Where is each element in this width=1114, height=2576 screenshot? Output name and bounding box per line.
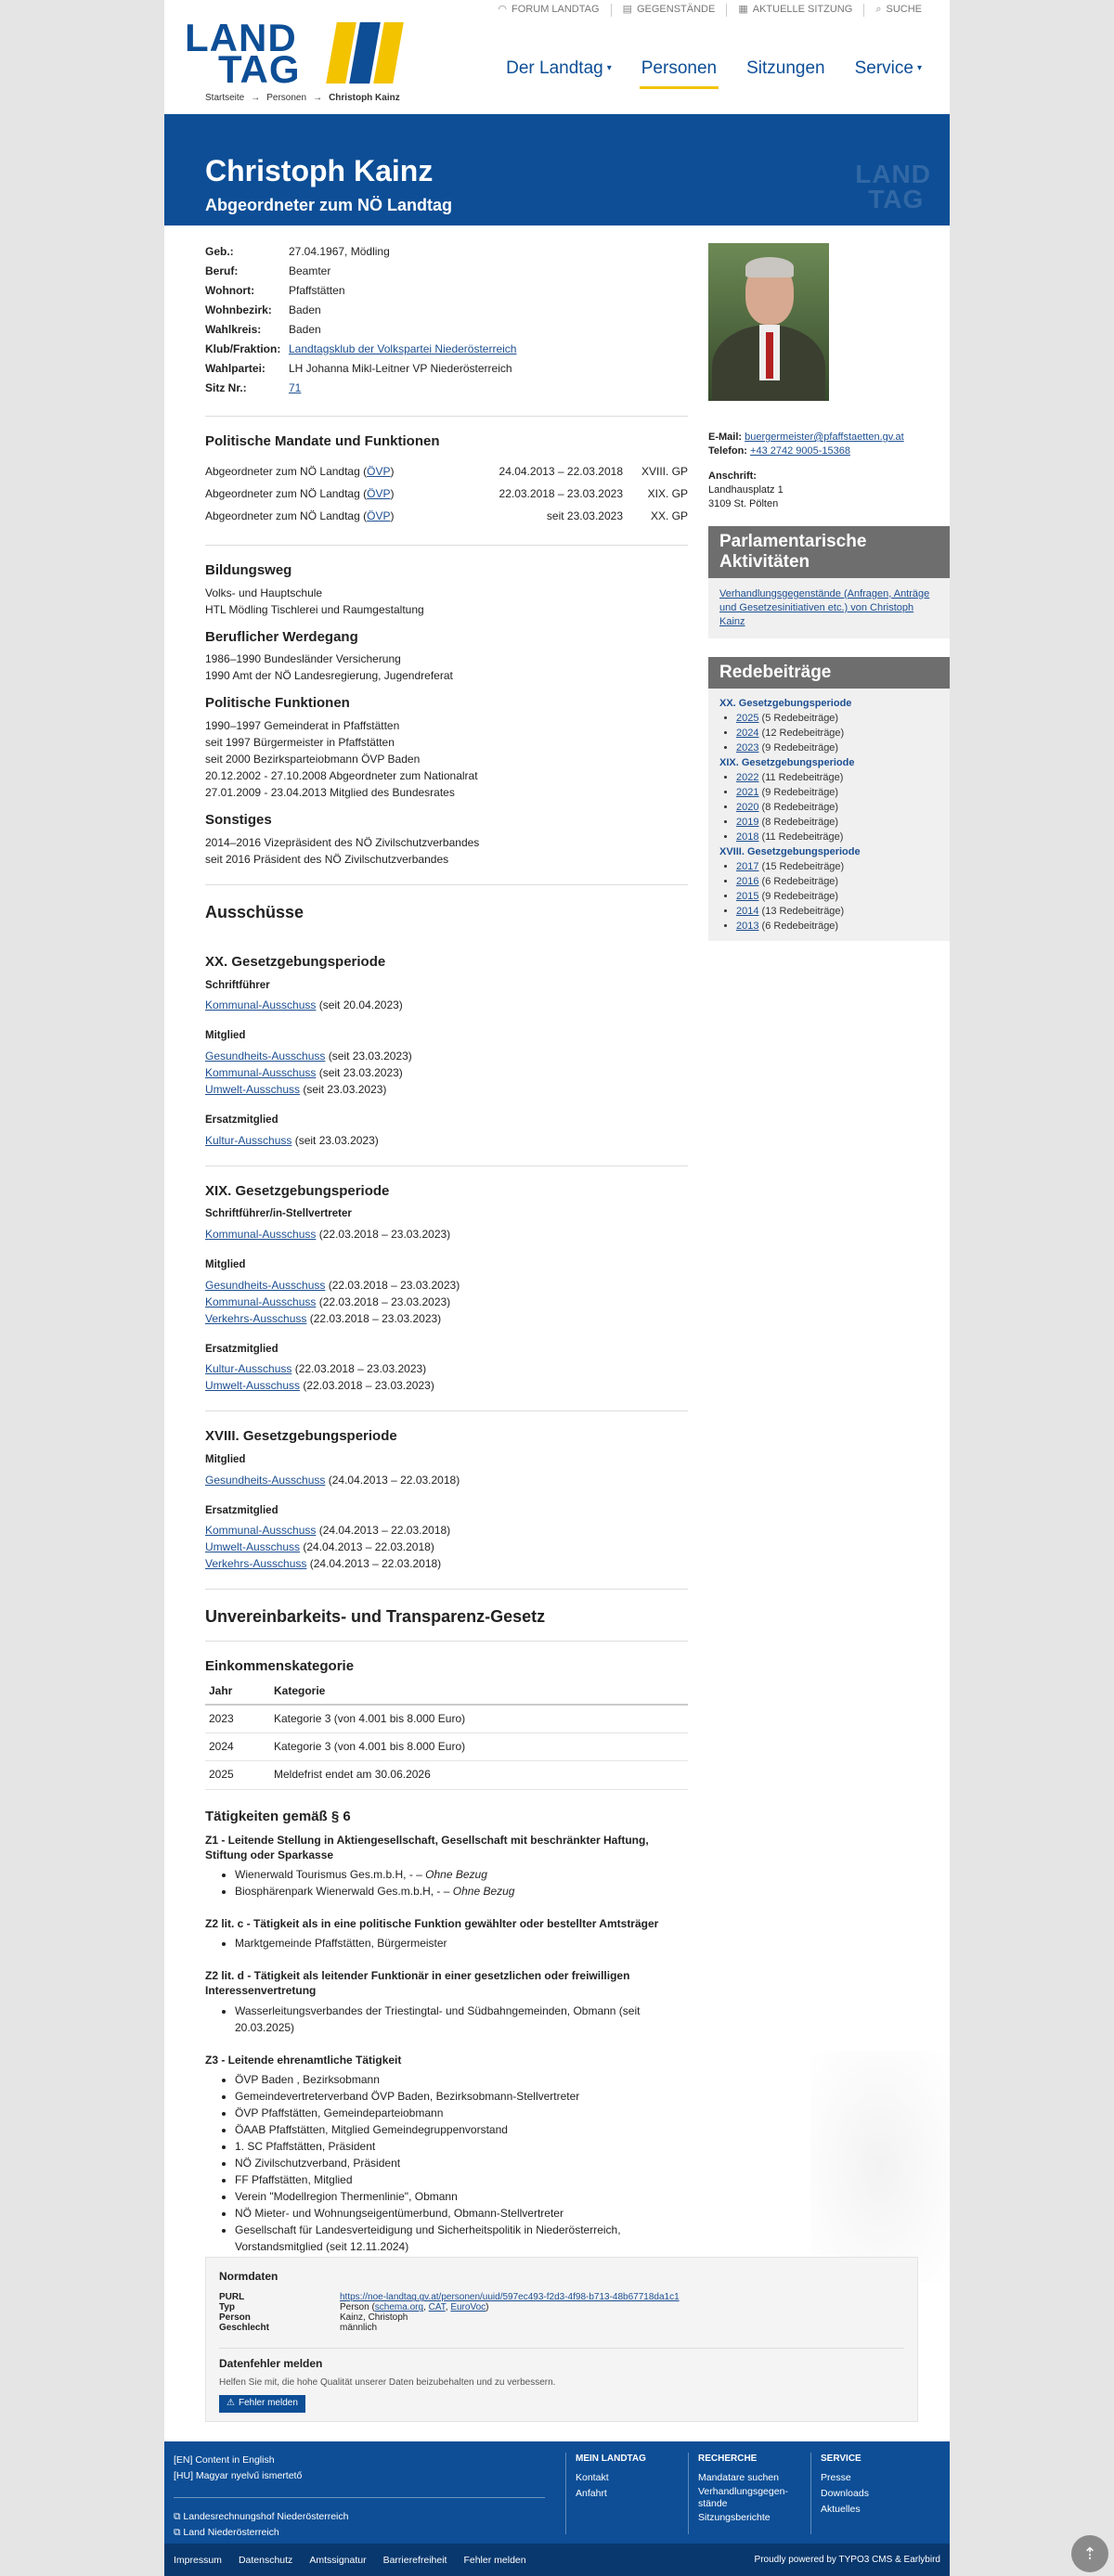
speech-year-link[interactable]: 2024 <box>736 727 759 739</box>
speech-year-item: • 2023 (9 Redebeiträge) <box>736 741 939 755</box>
search-label: SUCHE <box>886 4 922 16</box>
divider <box>205 1410 688 1411</box>
calendar-icon: ▦ <box>738 4 748 16</box>
cat-link[interactable]: CAT <box>428 2302 446 2313</box>
speech-year-item: • 2017 (15 Redebeiträge) <box>736 859 939 874</box>
impressum-link[interactable]: Impressum <box>174 2555 222 2566</box>
barrierefreiheit-link[interactable]: Barrierefreiheit <box>382 2555 447 2566</box>
committee-link[interactable]: Gesundheits-Ausschuss <box>205 1278 326 1292</box>
committee-link[interactable]: Verkehrs-Ausschuss <box>205 1557 307 1571</box>
committee-period: XIX. Gesetzgebungsperiode Schriftführer/in-Stellvertreter Kommunal-Ausschuss (22.03.2018 – 23.03.2023) Mitglied Gesundheits-Ausschuss (22.03.2018 – 23.03.2023) Kommunal-Ausschuss (22.03.2018 – 23.03.2023) Verkehrs-Ausschuss (22.03.2018 – 23.03.2023) Ersatzmitglied Kultur-Ausschuss (22.03.2018 – 23.03.2023) Umwelt-Ausschuss (22.03.2018 – 23.03.2023) <box>205 1182 460 1393</box>
report-error-button[interactable]: ⚠ Fehler melden <box>219 2395 305 2413</box>
list-item: • Verein "Modellregion Thermenlinie", Obmann <box>235 2188 688 2205</box>
mandate-row: Abgeordneter zum NÖ Landtag (ÖVP) 24.04.2013 – 22.03.2018 XVIII. GP <box>205 465 688 479</box>
scroll-to-top-button[interactable] <box>1071 2535 1108 2572</box>
nav-personen[interactable] <box>627 54 732 84</box>
list-item: • Gesellschaft für Landesverteidigung und Sicherheitspolitik in Niederösterreich, Vorstandsmitglied (seit 12.11.2024) <box>235 2222 688 2255</box>
speech-year-item: • 2022 (11 Redebeiträge) <box>736 770 939 785</box>
nav-service[interactable] <box>840 54 937 84</box>
info-row: Beruf: Beamter <box>205 264 331 277</box>
arrow-right-icon: → <box>251 93 261 103</box>
table-row: 2025 Meldefrist endet am 30.06.2026 <box>205 1761 688 1789</box>
party-link[interactable]: ÖVP <box>367 465 391 479</box>
search-link[interactable] <box>863 4 933 17</box>
coat-of-arms-watermark <box>810 2051 950 2283</box>
speech-year-item: • 2015 (9 Redebeiträge) <box>736 889 939 904</box>
phone-link[interactable]: +43 2742 9005-15368 <box>750 445 850 457</box>
committee-link[interactable]: Kommunal-Ausschuss <box>205 1228 317 1242</box>
breadcrumb-personen[interactable]: Personen <box>266 93 307 103</box>
normdaten-box <box>205 2257 918 2422</box>
speech-year-link[interactable]: 2013 <box>736 920 759 932</box>
sub-footer <box>164 2544 950 2576</box>
speech-year-item: • 2016 (6 Redebeiträge) <box>736 874 939 889</box>
info-row: Geb.: 27.04.1967, Mödling <box>205 245 390 258</box>
footer-link[interactable]: Verhandlungsgegen-stände <box>698 2485 788 2509</box>
bildung-heading: Bildungsweg <box>205 561 292 578</box>
mandate-row: Abgeordneter zum NÖ Landtag (ÖVP) 22.03.2018 – 23.03.2023 XIX. GP <box>205 487 688 501</box>
list-item: • NÖ Mieter- und Wohnungseigentümerbund, Obmann-Stellvertreter <box>235 2205 688 2222</box>
nav-label: Service <box>854 58 913 79</box>
nav-label: Sitzungen <box>746 58 825 79</box>
committee-link[interactable]: Umwelt-Ausschuss <box>205 1540 301 1554</box>
utility-bar <box>486 0 933 20</box>
list-item: • ÖVP Pfaffstätten, Gemeindeparteiobmann <box>235 2105 688 2121</box>
purl-link[interactable]: https://noe-landtag.gv.at/personen/uuid/597ec493-f2d3-4f98-b713-48b67718da1c1 <box>340 2292 680 2303</box>
info-row: Wahlkreis: Baden <box>205 323 321 336</box>
speech-year-link[interactable]: 2020 <box>736 801 759 813</box>
committee-link[interactable]: Gesundheits-Ausschuss <box>205 1049 326 1063</box>
gegenstaende-label: GEGENSTÄNDE <box>636 4 716 16</box>
nav-label: Personen <box>641 58 718 79</box>
document-icon: ▤ <box>622 4 632 16</box>
breadcrumb <box>205 92 400 106</box>
list-item: • ÖAAB Pfaffstätten, Mitglied Gemeindegruppenvorstand <box>235 2121 688 2138</box>
footer-land-link[interactable]: ⧉ Land Niederösterreich <box>174 2527 279 2538</box>
footer-hu-link[interactable]: [HU] Magyar nyelvű ismertető <box>174 2470 303 2481</box>
external-link-icon: ⧉ <box>174 2527 181 2538</box>
activities-heading: Tätigkeiten gemäß § 6 <box>205 1808 351 1824</box>
speech-year-item: • 2024 (12 Redebeiträge) <box>736 726 939 741</box>
footer-col-recherche: RECHERCHE Mandatare suchen Verhandlungsgegen-stände Sitzungsberichte <box>688 2453 797 2534</box>
forum-label: FORUM LANDTAG <box>512 4 600 16</box>
speech-year-item: • 2013 (6 Redebeiträge) <box>736 919 939 934</box>
speech-year-item: • 2020 (8 Redebeiträge) <box>736 800 939 815</box>
footer-link[interactable]: Presse <box>821 2471 851 2483</box>
forum-link[interactable] <box>486 4 610 17</box>
speech-year-item: • 2018 (11 Redebeiträge) <box>736 830 939 844</box>
party-link[interactable]: ÖVP <box>367 509 391 523</box>
activities-box-heading: Parlamentarische Aktivitäten <box>708 526 950 578</box>
speeches-box: Redebeiträge XX. Gesetzgebungsperiode • 2025 (5 Redebeiträge) • 2024 (12 Redebeiträge) • 2023 (9 Redebeiträge) XIX. Gesetzgebungsperiode • 2022 (11 Redebeiträge) • 2021 (9 Redebeiträge) • 2020 (8 Redebeiträge) • 2019 (8 Redebeiträge) • 2018 (11 Redebeiträge) XVIII. Gesetzgebungsperiode • 2017 (15 Redebeiträge) • 2016 (6 Redebeiträge) • 2015 (9 Redebeiträge) • 2014 (13 Redebeiträge) • 2013 (6 Redebeiträge) <box>708 657 950 941</box>
committee-link[interactable]: Kommunal-Ausschuss <box>205 1524 317 1538</box>
caret-down-icon: ▾ <box>606 62 612 73</box>
committee-link[interactable]: Kultur-Ausschuss <box>205 1133 292 1147</box>
search-icon: ⌕ <box>875 4 882 16</box>
normdaten-heading: Normdaten <box>219 2270 278 2283</box>
arrow-up-icon: ⇡ <box>1082 2544 1097 2563</box>
footer-col-mein-landtag: MEIN LANDTAG Kontakt Anfahrt <box>565 2453 675 2534</box>
powered-by: Proudly powered by TYPO3 CMS & Earlybird <box>754 2555 940 2565</box>
contact-info: E-Mail: buergermeister@pfaffstaetten.gv.at Telefon: +43 2742 9005-15368 Anschrift: Landhausplatz 1 3109 St. Pölten <box>708 431 904 509</box>
logo-line2: TAG <box>218 47 301 91</box>
datenschutz-link[interactable]: Datenschutz <box>238 2555 293 2566</box>
divider <box>205 1589 688 1590</box>
list-item: • ÖVP Baden , Bezirksobmann <box>235 2071 688 2088</box>
divider <box>205 1641 688 1642</box>
person-info-table <box>205 243 549 399</box>
info-row: Klub/Fraktion: Landtagsklub der Volkspartei Niederösterreich <box>205 342 517 355</box>
committee-link[interactable]: Kultur-Ausschuss <box>205 1362 292 1376</box>
person-role: Abgeordneter zum NÖ Landtag <box>205 196 453 214</box>
footer-link[interactable]: Anfahrt <box>576 2487 607 2499</box>
table-row: 2023 Kategorie 3 (von 4.001 bis 8.000 Euro) <box>205 1705 688 1733</box>
sitzung-label: AKTUELLE SITZUNG <box>752 4 853 16</box>
email-link[interactable]: buergermeister@pfaffstaetten.gv.at <box>745 431 904 443</box>
schema-link[interactable]: schema.org <box>374 2302 424 2313</box>
speech-year-item: • 2019 (8 Redebeiträge) <box>736 815 939 830</box>
external-link-icon: ⧉ <box>174 2511 181 2522</box>
committee-link[interactable]: Kommunal-Ausschuss <box>205 1294 317 1308</box>
biography: Bildungsweg Volks- und Hauptschule HTL Mödling Tischlerei und Raumgestaltung Beruflicher Werdegang 1986–1990 Bundesländer Versicherung 1990 Amt der NÖ Landesregierung, Jugendreferat Politische Funktionen 1990–1997 Gemeinderat in Pfaffstätten seit 1997 Bürgermeister in Pfaffstätten seit 2000 Bezirksparteiobmann ÖVP Baden 20.12.2002 - 27.10.2008 Abgeordneter zum Nationalrat 27.01.2009 - 23.04.2013 Mitglied des Bundesrates Sonstiges 2014–2016 Vizepräsident des NÖ Zivilschutzverbandes seit 2016 Präsident des NÖ Zivilschutzverbandes <box>205 560 688 868</box>
logo-line1: LAND <box>185 16 297 59</box>
list-item: • FF Pfaffstätten, Mitglied <box>235 2171 688 2188</box>
info-row: Wohnort: Pfaffstätten <box>205 284 345 297</box>
mandate-row: Abgeordneter zum NÖ Landtag (ÖVP) seit 23.03.2023 XX. GP <box>205 509 688 523</box>
committees <box>205 900 688 1573</box>
footer-col-service: SERVICE Presse Downloads Aktuelles <box>810 2453 920 2534</box>
breadcrumb-home[interactable]: Startseite <box>205 93 245 103</box>
beruf-heading: Beruflicher Werdegang <box>205 628 358 645</box>
hero-banner <box>164 114 950 225</box>
klub-link[interactable]: Landtagsklub der Volkspartei Niederösterreich <box>289 342 517 355</box>
speech-year-link[interactable]: 2014 <box>736 905 759 917</box>
sidebar <box>708 243 950 941</box>
watermark-logo: LAND TAG <box>855 160 931 213</box>
info-row: Sitz Nr.: 71 <box>205 381 302 394</box>
speech-year-link[interactable]: 2021 <box>736 786 759 798</box>
committees-heading: Ausschüsse <box>205 902 304 921</box>
committee-link[interactable]: Kommunal-Ausschuss <box>205 1065 317 1079</box>
main-nav <box>491 54 937 84</box>
activities-link[interactable]: Verhandlungsgegenstände (Anfragen, Anträge und Gesetzesinitiativen etc.) von Christoph Kainz <box>719 587 930 627</box>
normdaten-table: PURL https://noe-landtag.gv.at/personen/uuid/597ec493-f2d3-4f98-b713-48b67718da1c1 Typ Person (schema.org, CAT, EuroVoc) Person Kainz, Christoph Geschlecht männlich <box>219 2292 680 2334</box>
divider <box>205 545 688 546</box>
error-report-text: Helfen Sie mit, die hohe Qualität unserer Daten beizubehalten und zu verbessern. <box>219 2376 556 2388</box>
speech-year-item: • 2014 (13 Redebeiträge) <box>736 904 939 919</box>
fehler-melden-link[interactable]: Fehler melden <box>463 2555 526 2566</box>
speech-year-link[interactable]: 2018 <box>736 831 759 843</box>
committee-period: XX. Gesetzgebungsperiode Schriftführer Kommunal-Ausschuss (seit 20.04.2023) Mitglied Gesundheits-Ausschuss (seit 23.03.2023) Kommunal-Ausschuss (seit 23.03.2023) Umwelt-Ausschuss (seit 23.03.2023) Ersatzmitglied Kultur-Ausschuss (seit 23.03.2023) <box>205 953 412 1147</box>
seat-link[interactable]: 71 <box>289 381 302 394</box>
divider <box>205 416 688 417</box>
caret-down-icon: ▾ <box>916 62 922 73</box>
speech-year-link[interactable]: 2019 <box>736 816 759 828</box>
nav-der-landtag[interactable] <box>491 54 627 84</box>
sonst-heading: Sonstiges <box>205 812 272 828</box>
activities-box <box>708 526 950 638</box>
footer-link[interactable]: Downloads <box>821 2487 869 2499</box>
nav-sitzungen[interactable] <box>732 54 840 84</box>
activities-list: Tätigkeiten gemäß § 6 Z1 - Leitende Stellung in Aktiengesellschaft, Gesellschaft mit beschränkter Haftung, Stiftung oder Sparkasse • Wienerwald Tourismus Ges.m.b.H, - – Ohne Bezug • Biosphärenpark Wienerwald Ges.m.b.H, - – Ohne Bezug Z2 lit. c - Tätigkeit als in eine politische Funktion gewählter oder bestellter Amtsträger • Marktgemeinde Pfaffstätten, Bürgermeister Z2 lit. d - Tätigkeit als leitender Funktionär in einer gesetzlichen oder freiwilligen Interessenvertretung • Wasserleitungsverbandes der Triestingtal- und Südbahngemeinden, Obmann (seit 20.03.2025) Z3 - Leitende ehrenamtliche Tätigkeit • ÖVP Baden , Bezirksobmann • Gemeindevertreterverband ÖVP Baden, Bezirksobmann-Stellvertreter • ÖVP Pfaffstätten, Gemeindeparteiobmann • ÖAAB Pfaffstätten, Mitglied Gemeindegruppenvorstand • 1. SC Pfaffstätten, Präsident • NÖ Zivilschutzverband, Präsident • FF Pfaffstätten, Mitglied • Verein "Modellregion Thermenlinie", Obmann • NÖ Mieter- und Wohnungseigentümerbund, Obmann-Stellvertreter • Gesellschaft für Landesverteidigung und Sicherheitspolitik in Niederösterreich, Vorstandsmitglied (seit 12.11.2024) <box>205 1807 688 2255</box>
list-item: • Gemeindevertreterverband ÖVP Baden, Bezirksobmann-Stellvertreter <box>235 2088 688 2105</box>
divider <box>205 884 688 885</box>
gegenstaende-link[interactable] <box>611 4 727 17</box>
sitzung-link[interactable] <box>726 4 863 17</box>
income-heading: Einkommenskategorie <box>205 1657 355 1674</box>
main-content <box>205 243 688 2255</box>
income-table: Jahr Kategorie 2023 Kategorie 3 (von 4.001 bis 8.000 Euro) 2024 Kategorie 3 (von 4.001 bis 8.000 Euro) 2025 Meldefrist endet am 30.06.2026 <box>205 1680 688 1790</box>
logo-flag-icon <box>326 22 404 84</box>
committee-link[interactable]: Verkehrs-Ausschuss <box>205 1311 307 1325</box>
landtag-logo[interactable] <box>185 16 403 91</box>
footer <box>164 2441 950 2544</box>
list-item: • NÖ Zivilschutzverband, Präsident <box>235 2155 688 2171</box>
mandates-heading: Politische Mandate und Funktionen <box>205 433 440 449</box>
speeches-box-heading: Redebeiträge <box>708 657 950 689</box>
transparency-section <box>205 1604 688 2254</box>
party-link[interactable]: ÖVP <box>367 487 391 501</box>
person-photo <box>708 243 829 401</box>
footer-link[interactable]: Sitzungsberichte <box>698 2511 771 2523</box>
list-item: • Biosphärenpark Wienerwald Ges.m.b.H, - – Ohne Bezug <box>235 1883 688 1900</box>
person-name: Christoph Kainz <box>205 154 434 187</box>
error-report-heading: Datenfehler melden <box>219 2348 904 2372</box>
committee-link[interactable]: Umwelt-Ausschuss <box>205 1379 301 1393</box>
nav-label: Der Landtag <box>506 58 603 79</box>
info-row: Wohnbezirk: Baden <box>205 303 321 316</box>
list-item: • Wienerwald Tourismus Ges.m.b.H, - – Ohne Bezug <box>235 1866 688 1883</box>
footer-link[interactable]: Aktuelles <box>821 2503 861 2515</box>
transparency-heading: Unvereinbarkeits- und Transparenz-Gesetz <box>205 1607 546 1627</box>
speech-year-link[interactable]: 2016 <box>736 875 759 887</box>
committee-link[interactable]: Umwelt-Ausschuss <box>205 1082 301 1096</box>
footer-en-link[interactable]: [EN] Content in English <box>174 2454 275 2466</box>
page <box>164 0 950 2576</box>
committee-period: XVIII. Gesetzgebungsperiode Mitglied Gesundheits-Ausschuss (24.04.2013 – 22.03.2018) Ersatzmitglied Kommunal-Ausschuss (24.04.2013 – 22.03.2018) Umwelt-Ausschuss (24.04.2013 – 22.03.2018) Verkehrs-Ausschuss (24.04.2013 – 22.03.2018) <box>205 1428 460 1571</box>
table-row: 2024 Kategorie 3 (von 4.001 bis 8.000 Euro) <box>205 1733 688 1761</box>
list-item: • Marktgemeinde Pfaffstätten, Bürgermeister <box>235 1935 688 1951</box>
speech-year-link[interactable]: 2022 <box>736 771 759 783</box>
breadcrumb-current: Christoph Kainz <box>329 93 400 103</box>
committee-link[interactable]: Kommunal-Ausschuss <box>205 998 317 1012</box>
speech-year-link[interactable]: 2015 <box>736 890 759 902</box>
polit-heading: Politische Funktionen <box>205 695 350 712</box>
list-item: • 1. SC Pfaffstätten, Präsident <box>235 2138 688 2155</box>
eurovoc-link[interactable]: EuroVoc <box>450 2302 486 2313</box>
warning-icon: ⚠ <box>227 2398 235 2409</box>
footer-lrh-link[interactable]: ⧉ Landesrechnungshof Niederösterreich <box>174 2511 349 2522</box>
info-row: Wahlpartei: LH Johanna Mikl-Leitner VP Niederösterreich <box>205 362 512 375</box>
list-item: • Wasserleitungsverbandes der Triestingtal- und Südbahngemeinden, Obmann (seit 20.03.2025) <box>235 2003 688 2036</box>
horseshoe-icon: ◠ <box>498 4 508 16</box>
footer-link[interactable]: Kontakt <box>576 2471 609 2483</box>
amtssignatur-link[interactable]: Amtssignatur <box>309 2555 367 2566</box>
speech-year-link[interactable]: 2017 <box>736 860 759 872</box>
speech-year-link[interactable]: 2023 <box>736 741 759 753</box>
speech-year-item: • 2025 (5 Redebeiträge) <box>736 711 939 726</box>
speech-year-item: • 2021 (9 Redebeiträge) <box>736 785 939 800</box>
mandates-list <box>205 461 688 528</box>
footer-link[interactable]: Mandatare suchen <box>698 2471 779 2483</box>
speech-year-link[interactable]: 2025 <box>736 712 759 724</box>
committee-link[interactable]: Gesundheits-Ausschuss <box>205 1473 326 1487</box>
arrow-right-icon: → <box>313 93 323 103</box>
